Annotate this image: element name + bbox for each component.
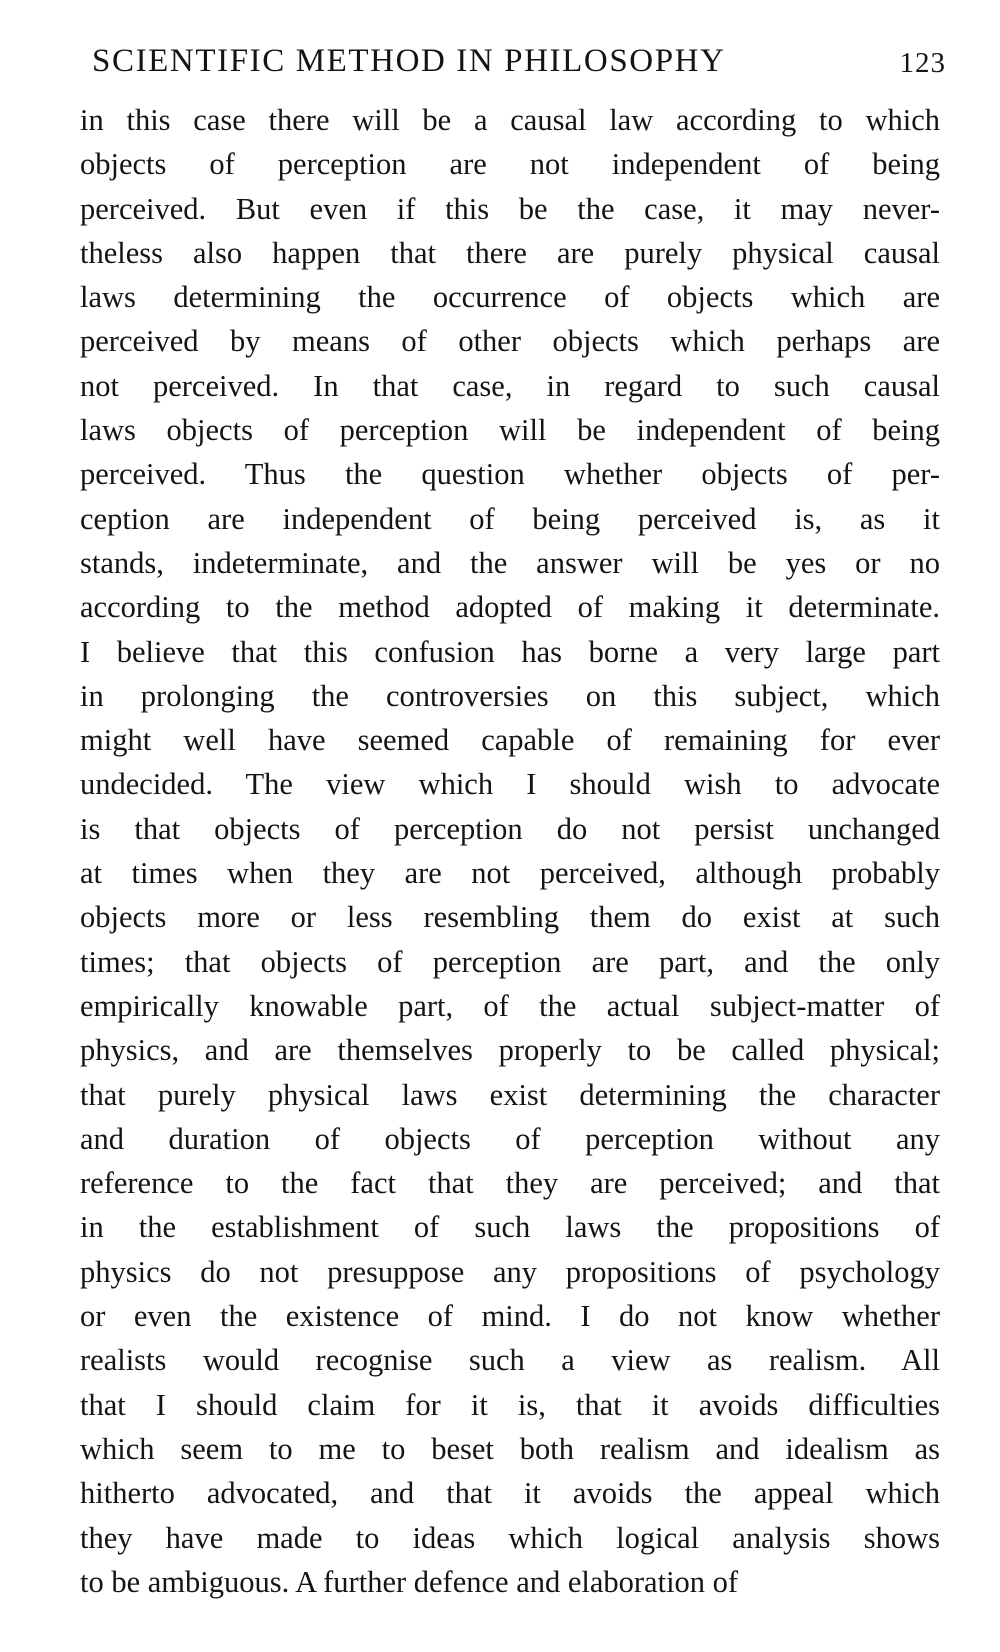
text-line: I believe that this confusion has borne a very large part [80,634,940,669]
text-line: hitherto advocated, and that it avoids the appeal which [80,1476,940,1511]
text-line: laws objects of perception will be independent of being [80,413,940,448]
text-line: times; that objects of perception are part, and the only [80,944,940,979]
text-line: they have made to ideas which logical analysis shows [80,1520,940,1555]
text-line: that purely physical laws exist determining the character [80,1077,940,1112]
text-line: realists would recognise such a view as realism. All [80,1343,940,1378]
text-line: according to the method adopted of making it determinate. [80,590,940,625]
text-line: perceived by means of other objects which perhaps are [80,324,940,359]
text-line: theless also happen that there are purely physical causal [80,235,940,270]
text-line: to be ambiguous. A further defence and elaboration of [80,1564,739,1599]
text-line: that I should claim for it is, that it avoids difficulties [80,1387,940,1422]
text-line: in this case there will be a causal law according to which [80,103,940,137]
text-line: laws determining the occurrence of objects which are [80,280,940,315]
text-line: which seem to me to beset both realism and idealism as [80,1431,940,1466]
page-number: 123 [899,47,946,79]
text-line: physics do not presuppose any propositions of psychology [80,1254,940,1289]
text-line: not perceived. In that case, in regard to such causal [80,368,940,403]
text-line: undecided. The view which I should wish to advocate [80,767,940,802]
running-head [80,36,946,86]
text-line: objects of perception are not independent of being [80,147,940,182]
text-line: perceived. Thus the question whether objects of per- [80,457,940,492]
text-line: or even the existence of mind. I do not know whether [80,1299,940,1334]
text-line: empirically knowable part, of the actual subject-matter of [80,988,940,1023]
text-line: reference to the fact that they are perceived; and that [80,1166,940,1201]
text-line: perceived. But even if this be the case, it may never- [80,191,940,226]
text-line: might well have seemed capable of remaining for ever [80,723,940,758]
text-line: and duration of objects of perception without any [80,1121,940,1156]
text-line: stands, indeterminate, and the answer will be yes or no [80,545,940,580]
text-line: in the establishment of such laws the propositions of [80,1210,940,1245]
text-line: is that objects of perception do not persist unchanged [80,811,940,846]
text-line: at times when they are not perceived, although probably [80,856,940,891]
text-line: physics, and are themselves properly to be called physical; [80,1033,940,1068]
text-line: ception are independent of being perceived is, as it [80,501,940,536]
text-line: objects more or less resembling them do exist at such [80,900,940,935]
running-title: SCIENTIFIC METHOD IN PHILOSOPHY [92,43,726,79]
body-text [80,98,940,1604]
text-line: in prolonging the controversies on this subject, which [80,678,940,713]
